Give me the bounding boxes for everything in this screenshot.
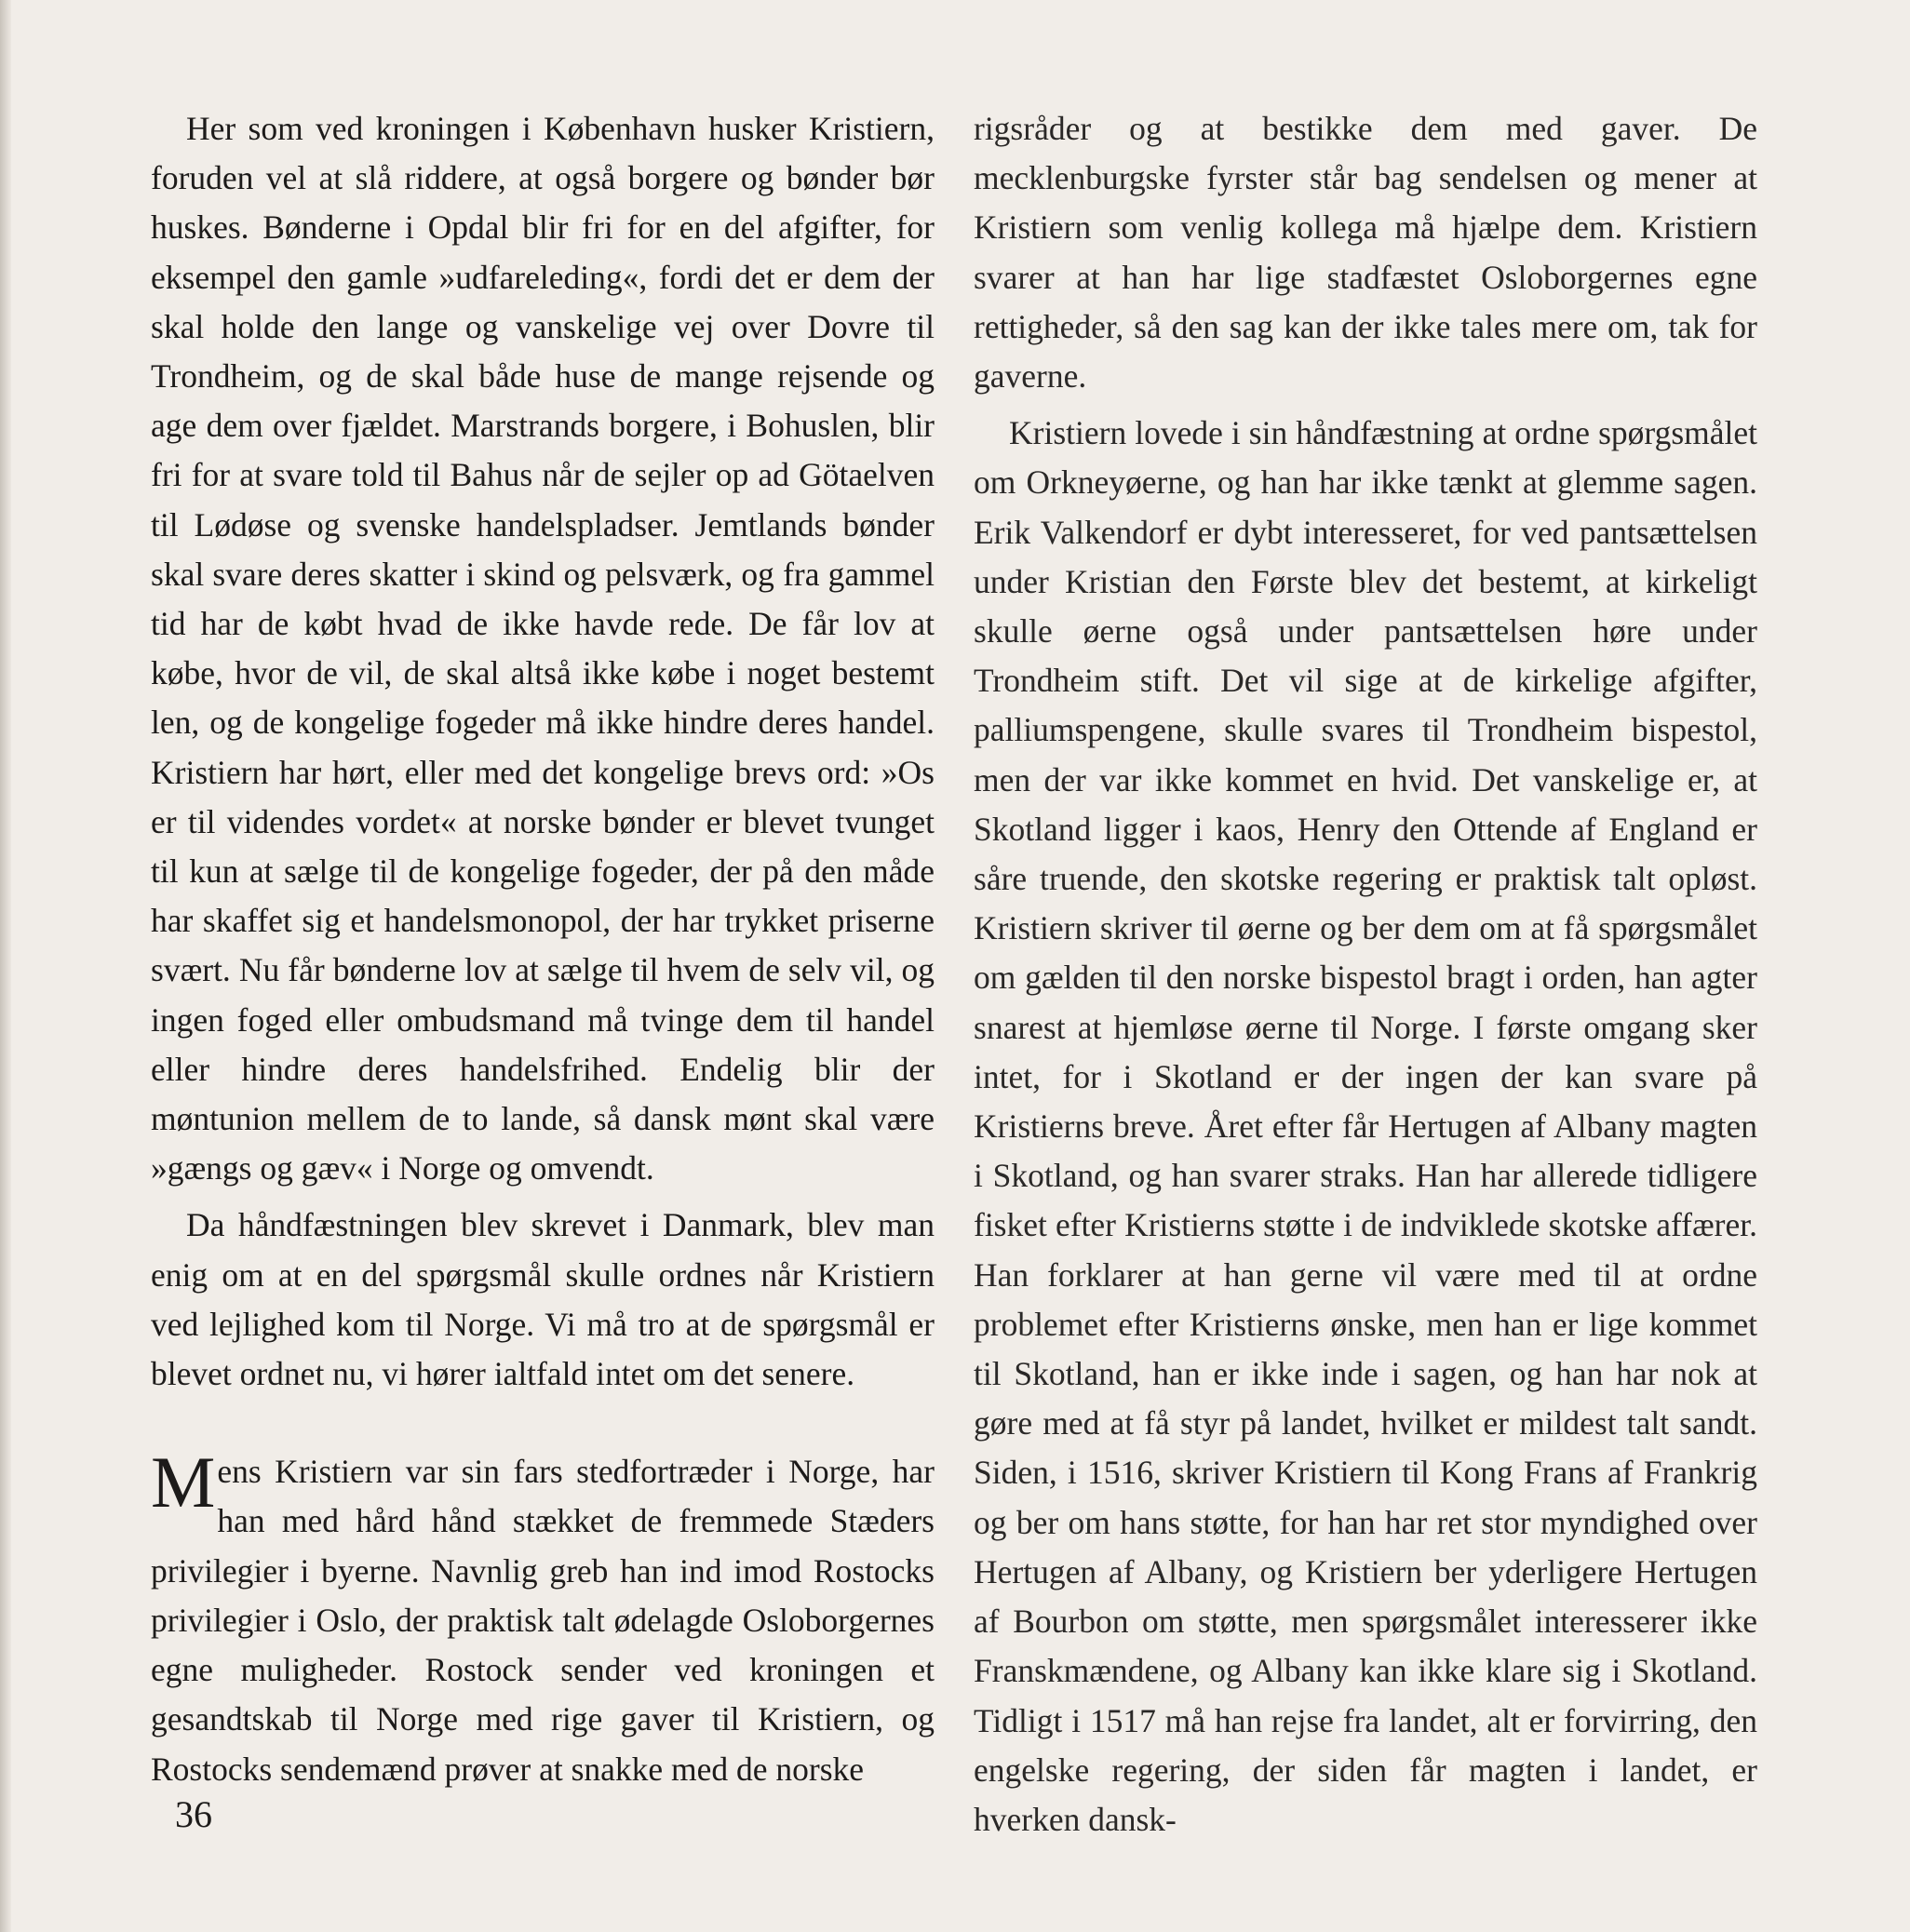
- paragraph: Da håndfæstningen blev skrevet i Danmark, blev man enig om at en del spørgsmål skulle ordnes når Kristiern ved lejlighed kom til Norge. Vi må tro at de spørgsmål er blevet ordnet nu, vi hører ialtfald intet om det senere.: [151, 1206, 935, 1393]
- right-text-column: [974, 104, 1757, 1852]
- paragraph-text: ens Kristiern var sin fars stedfortræder i Norge, har han med hård hånd stækket de fremmede Stæders privilegier i byerne. Navnlig greb han ind imod Rostocks privilegier i Oslo, der praktisk talt ødelagde Osloborgernes egne muligheder. Rostock sender ved kroningen et gesandtskab til Norge med rige gaver til Kristiern, og Rostocks sendemænd prøver at snakke med de norske: [151, 1453, 935, 1788]
- page-number: 36: [175, 1793, 212, 1835]
- paragraph: Her som ved kroningen i København husker Kristiern, foruden vel at slå riddere, at også borgere og bønder bør huskes. Bønderne i Opdal blir fri for en del afgifter, for eksempel den gamle »udfareleding«, fordi det er dem der skal holde den lange og vanskelige vej over Dovre til Trondheim, og de skal både huse de mange rejsende og age dem over fjældet. Marstrands borgere, i Bohuslen, blir fri for at svare told til Bahus når de sejler op ad Götaelven til Lødøse og svenske handelspladser. Jemtlands bønder skal svare deres skatter i skind og pelsværk, og fra gammel tid har de købt hvad de ikke havde rede. De får lov at købe, hvor de vil, de skal altså ikke købe i noget bestemt len, og de kongelige fogeder må ikke hindre deres handel. Kristiern har hørt, eller med det kongelige brevs ord: »Os er til videndes vordet« at norske bønder er blevet tvunget til kun at sælge til de kongelige fogeder, der på den måde har skaffet sig et handelsmonopol, der har trykket priserne svært. Nu får bønderne lov at sælge til hvem de selv vil, og ingen foged eller ombudsmand må tvinge dem til handel eller hindre deres handelsfrihed. Endelig blir der møntunion mellem de to lande, så dansk mønt skal være »gængs og gæv« i Norge og omvendt.: [151, 110, 935, 1187]
- paragraph: Kristiern lovede i sin håndfæstning at ordne spørgsmålet om Orkneyøerne, og han har ikke tænkt at glemme sagen. Erik Valkendorf er dybt interesseret, for ved pantsættelsen under Kristian den Første blev det bestemt, at kirkeligt skulle øerne også under pantsættelsen høre under Trondheim stift. Det vil sige at de kirkelige afgifter, palliumspengene, skulle svares til Trondheim bispestol, men der var ikke kommet en hvid. Det vanskelige er, at Skotland ligger i kaos, Henry den Ottende af England er såre truende, den skotske regering er praktisk talt opløst. Kristiern skriver til øerne og ber dem om at få spørgsmålet om gælden til den norske bispestol bragt i orden, han agter snarest at hjemløse øerne til Norge. I første omgang sker intet, for i Skotland er der ingen der kan svare på Kristierns breve. Året efter får Hertugen af Albany magten i Skotland, og han svarer straks. Han har allerede tidligere fisket efter Kristierns støtte i de indviklede skotske affærer. Han forklarer at han gerne vil være med til at ordne problemet efter Kristierns ønske, men han er lige kommet til Skotland, han er ikke inde i sagen, og han har nok at gøre med at få styr på landet, hvilket er mildest talt sandt. Siden, i 1516, skriver Kristiern til Kong Frans af Frankrig og ber om hans støtte, for han har ret stor myndighed over Hertugen af Albany, og Kristiern ber yderligere Hertugen af Bourbon om støtte, men spørgsmålet interesserer ikke Franskmændene, og Albany kan ikke klare sig i Skotland. Tidligt i 1517 må han rejse fra landet, alt er forvirring, den engelske regering, der siden får magten i landet, er hverken dansk-: [974, 414, 1757, 1838]
- initial-letter: M: [151, 1442, 216, 1523]
- section-break: [151, 1406, 935, 1447]
- paragraph: rigsråder og at bestikke dem med gaver. De mecklenburgske fyrster står bag sendelsen og mener at Kristiern som venlig kollega må hjælpe dem. Kristiern svarer at han har lige stadfæstet Osloborgernes egne rettigheder, så den sag kan der ikke tales mere om, tak for gaverne.: [974, 110, 1757, 396]
- left-text-column: [151, 104, 935, 1802]
- page-spine-shadow: [0, 0, 11, 1932]
- paragraph-with-initial: [151, 1442, 935, 1793]
